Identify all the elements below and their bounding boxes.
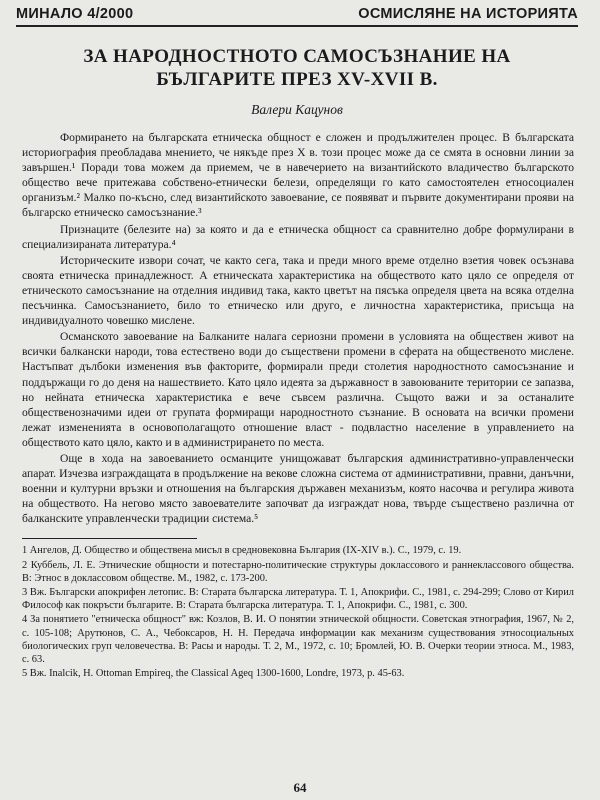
article-author: Валери Кацунов bbox=[251, 102, 343, 117]
running-header bbox=[16, 0, 578, 27]
body-paragraph: Формирането на българската етническа общност е сложен и продължителен процес. В българската историография преобладава мнението, че някъде през X в. този процес може да се смята в основни линии за завършен.¹ Поради това можем да приемем, че в навечерието на византийското владичество българското общество вече притежава собствено-етнически белези, определящи го като самостоятелен етносоциален организъм.² Малко по-късно, след византийското завоевание, се появяват и първите документирани прояви на българско етническо самосъзнание.³ bbox=[22, 131, 574, 220]
footnote: 5 Вж. Inalcik, H. Ottoman Empireq, the Classical Ageq 1300-1600, Londre, 1973, р. 45-63. bbox=[22, 668, 405, 680]
footnote: 2 Куббель, Л. Е. Этнические общности и потестарно-политические структуры доклассового и раннеклассового общества. В: Этнос в доклассовом обществе. М., 1982, с. 173-200. bbox=[22, 559, 574, 584]
article-body bbox=[16, 130, 578, 526]
article-title: ЗА НАРОДНОСТНОТО САМОСЪЗНАНИЕ НА БЪЛГАРИТЕ ПРЕЗ XV-XVII В. bbox=[83, 46, 511, 90]
footnotes-divider bbox=[22, 538, 197, 539]
body-paragraph: Османското завоевание на Балканите налага сериозни промени в условията на обществен живот на всички балкански народи, това естествено води до съществени промени в сферата на общественото мислене. Настъпват дълбоки изменения във факторите, формирали преди столетия народностното самосъзнание и поддържащи го до деня на нашествието. Като цяло идеята за държавност в завоюваните територии се запазва, но нейната етническа характеристика е вече съвсем различна. Същото важи и за останалите общественозначими идеи от групата формиращи народностното съзнание. В основата на всички промени лежат измененията в основополагащото отношение власт - подвластно население в управлението на обществото като цяло, както и в администрирането по места. bbox=[22, 330, 574, 449]
body-paragraph: Историческите извори сочат, че както сега, така и преди много време отделно взетия човек осъзнава своята етническа принадлежност. А етническата характеристика на обществото като цяло се определя от етническото самосъзнание на отделния индивид така, както цветът на пясъка определя цвета на всяка отделна песъчинка. Самосъзнанието, било то етническо или друго, е личностна характеристика, присъща на индивидуалното човешко мислене. bbox=[22, 253, 574, 328]
body-paragraph: Още в хода на завоеванието османците унищожават българския административно-управленчески апарат. Изчезва изграждащата в продължение на векове сложна система от административни, правни, данъчни, военни и културни връзки и отношения на българския държавен механизъм, която насочва и регулира живота на обществото. На негово място завоевателите започват да изграждат нова, твърде съществено различна от балканските управленчески традиции система.⁵ bbox=[22, 451, 574, 526]
page-number: 64 bbox=[293, 780, 307, 795]
footnote: 3 Вж. Български апокрифен летопис. В: Старата българска литература. Т. 1, Апокрифи. С., 1981, с. 294-299; Слово от Кирил Философ как покръсти българите. В: Старата българска литература. Т. 1, Апокрифи. С., 1981, с. 300. bbox=[22, 587, 574, 612]
section-title: ОСМИСЛЯНЕ НА ИСТОРИЯТА bbox=[358, 6, 578, 22]
footnote: 4 За понятието "етническа общност" вж: Козлов, В. И. О понятии этнической общности. Советская этнография, 1967, № 2, с. 105-108; Арутюнов, С. А., Чебоксаров, Н. Н. Передача информации как механизм существования этносоциальных биологических груп человечества. В: Расы и народы. Т. 2, М., 1972, с. 10; Бромлей, Ю. В. Очерки теории этноса. М., 1983, с. 63. bbox=[22, 614, 574, 666]
footnote: 1 Ангелов, Д. Общество и обществена мисъл в средновековна България (IX-XIV в.). С., 1979, с. 19. bbox=[22, 545, 462, 557]
body-paragraph: Признаците (белезите на) за която и да е етническа общност са сравнително добре формулирани в специализираната литература.⁴ bbox=[22, 222, 574, 251]
journal-issue: МИНАЛО 4/2000 bbox=[16, 6, 134, 22]
footnotes bbox=[16, 544, 578, 680]
